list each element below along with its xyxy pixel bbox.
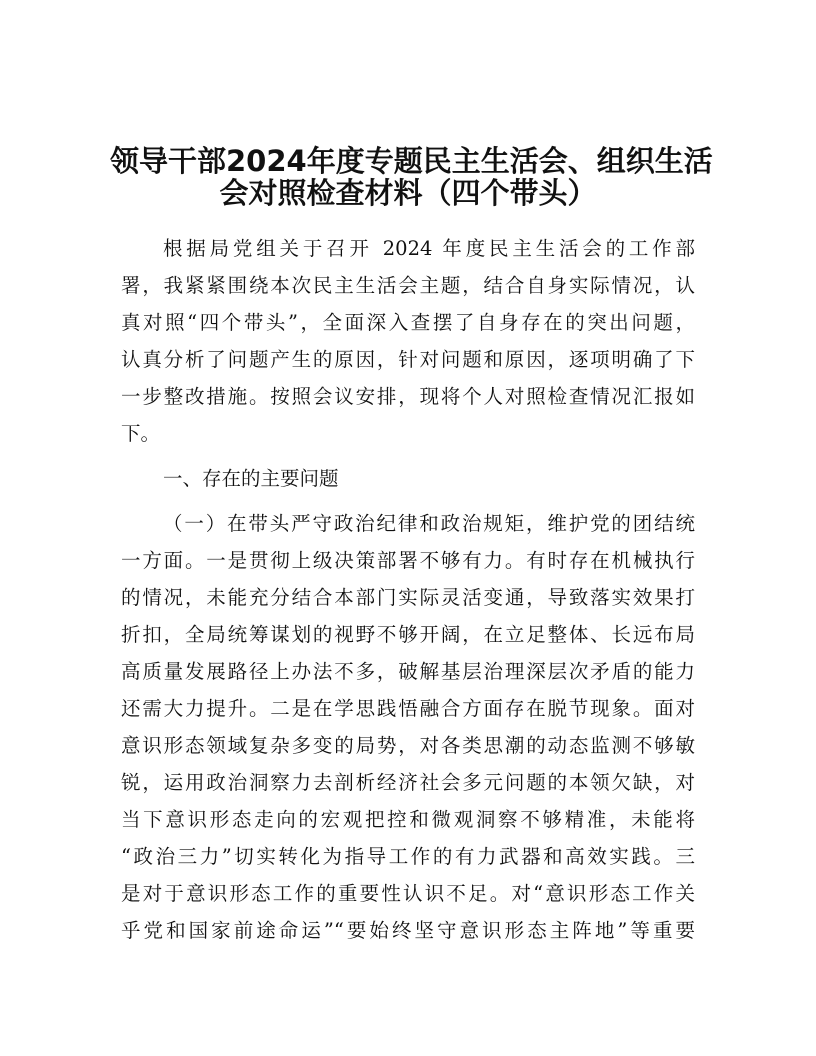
intro-line: 根据局党组关于召开 2024 年度民主生活会的工作部	[163, 237, 695, 260]
section-line: 的情况，未能充分结合本部门实际灵活变通，导致落实效果打	[121, 586, 695, 609]
section-line: 还需大力提升。二是在学思践悟融合方面存在脱节现象。面对	[121, 697, 695, 720]
intro-line: 认真分析了问题产生的原因，针对问题和原因，逐项明确了下	[121, 348, 695, 371]
section-line: “政治三力”切实转化为指导工作的有力武器和高效实践。三	[121, 845, 695, 868]
section-line: 意识形态领域复杂多变的局势，对各类思潮的动态监测不够敏	[121, 734, 695, 757]
section-line: 锐，运用政治洞察力去剖析经济社会多元问题的本领欠缺，对	[121, 771, 695, 794]
document-title-line-2: 会对照检查材料（四个带头）	[219, 176, 597, 210]
section-line: 高质量发展路径上办法不多，破解基层治理深层次矛盾的能力	[121, 660, 695, 683]
section-line: 折扣，全局统筹谋划的视野不够开阔，在立足整体、长远布局	[121, 623, 695, 646]
intro-line: 真对照“四个带头”，全面深入查摆了自身存在的突出问题，	[121, 311, 695, 334]
section-line: 一方面。一是贯彻上级决策部署不够有力。有时存在机械执行	[121, 549, 695, 572]
section-line: （一）在带头严守政治纪律和政治规矩，维护党的团结统	[163, 512, 695, 535]
section-heading: 一、存在的主要问题	[163, 467, 339, 490]
section-line: 当下意识形态走向的宏观把控和微观洞察不够精准，未能将	[121, 808, 695, 831]
intro-line: 下。	[121, 422, 161, 445]
section-line: 乎党和国家前途命运”“要始终坚守意识形态主阵地”等重要	[121, 919, 695, 942]
document-title-line-1: 领导干部2024年度专题民主生活会、组织生活	[110, 144, 713, 178]
section-line: 是对于意识形态工作的重要性认识不足。对“意识形态工作关	[121, 882, 695, 905]
intro-line: 署，我紧紧围绕本次民主生活会主题，结合自身实际情况，认	[121, 274, 695, 297]
intro-line: 一步整改措施。按照会议安排，现将个人对照检查情况汇报如	[121, 385, 695, 408]
